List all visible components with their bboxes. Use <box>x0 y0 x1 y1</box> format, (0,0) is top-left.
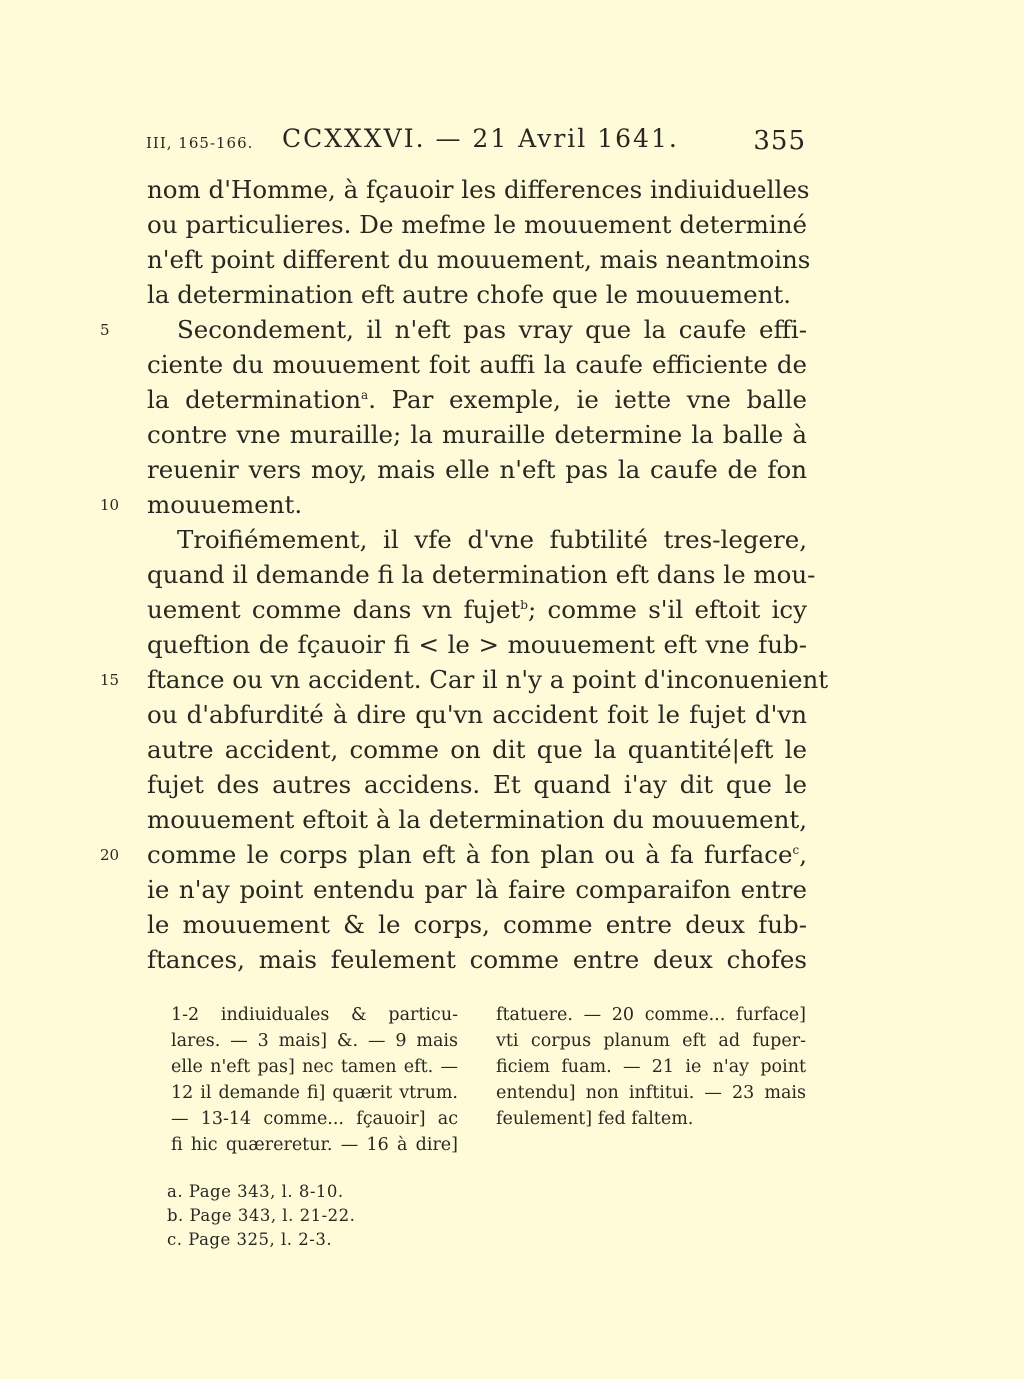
running-head <box>146 124 806 160</box>
variant-line: 1-2 indiuiduales & particu- <box>171 1005 458 1025</box>
text-line <box>147 452 807 487</box>
line-text-tail: . Par exemple, ie iette vne balle <box>368 385 808 414</box>
line-text: contre vne muraille; la muraille determine la balle à <box>147 420 807 449</box>
footnote-marker: b <box>520 597 528 612</box>
footnote: b. Page 343, l. 21-22. <box>167 1206 356 1225</box>
line-number: 5 <box>100 321 110 339</box>
variant-readings <box>171 1002 811 1162</box>
variant-line: feulement] fed faltem. <box>496 1109 694 1129</box>
variant-column-right <box>496 1002 806 1132</box>
line-text: ie n'ay point entendu par là faire comparaifon entre <box>147 875 807 904</box>
line-text: comme le corps plan eft à fon plan ou à fa furface <box>147 840 793 869</box>
text-line <box>147 382 807 417</box>
line-number: 10 <box>100 496 120 514</box>
text-line <box>100 837 807 872</box>
variant-line: vti corpus planum eft ad fuper- <box>496 1031 806 1051</box>
text-line <box>100 487 807 522</box>
variant-line: lares. — 3 mais] &. — 9 mais <box>171 1031 458 1051</box>
line-text: autre accident, comme on dit que la quantité|eft le <box>147 735 807 764</box>
text-line <box>147 347 807 382</box>
line-text: queftion de fçauoir fi < le > mouuement eft vne fub- <box>147 630 807 659</box>
text-line <box>147 907 807 942</box>
line-text: n'eft point different du mouuement, mais neantmoins <box>147 245 811 274</box>
text-line <box>100 662 829 697</box>
text-line <box>100 312 807 347</box>
line-text-tail: , <box>799 840 807 869</box>
text-line <box>147 242 811 277</box>
text-line <box>147 207 807 242</box>
text-line <box>147 277 807 312</box>
text-line <box>147 802 807 837</box>
line-text: mouuement eftoit à la determination du mouuement, <box>147 805 807 834</box>
text-line <box>147 732 807 767</box>
line-text: le mouuement & le corps, comme entre deux fub- <box>147 910 807 939</box>
line-text: ftance ou vn accident. Car il n'y a point d'inconuenient <box>147 665 829 694</box>
variant-line: 12 il demande fi] quærit vtrum. <box>171 1083 458 1103</box>
line-text: la determination eft autre chofe que le mouuement. <box>147 280 792 309</box>
variant-line: ficiem fuam. — 21 ie n'ay point <box>496 1057 806 1077</box>
footnote-marker: c <box>792 842 800 857</box>
line-text: fujet des autres accidens. Et quand i'ay dit que le <box>147 770 807 799</box>
variant-line: fi hic quæreretur. — 16 à dire] <box>171 1135 458 1155</box>
footnote-marker: a <box>361 387 369 402</box>
variant-column-left <box>171 1002 458 1158</box>
line-text: la determination <box>147 385 362 414</box>
line-number: 15 <box>100 671 120 689</box>
text-line <box>147 557 816 592</box>
volume-reference: III, 165-166. <box>146 134 254 152</box>
line-text: ftances, mais feulement comme entre deux chofes <box>147 945 807 974</box>
line-text: uement comme dans vn fujet <box>147 595 521 624</box>
text-line <box>147 522 807 557</box>
variant-line: entendu] non inftitui. — 23 mais <box>496 1083 806 1103</box>
text-line <box>147 697 807 732</box>
text-line <box>147 592 807 627</box>
text-line <box>147 767 807 802</box>
line-text-tail: ; comme s'il eftoit icy <box>527 595 807 624</box>
body-text <box>100 172 829 977</box>
footnote: a. Page 343, l. 8-10. <box>167 1182 344 1201</box>
letter-title: CCXXXVI. — 21 Avril 1641. <box>282 124 679 153</box>
line-text: ciente du mouuement foit auffi la caufe efficiente de <box>147 350 807 379</box>
footnotes <box>167 1180 467 1252</box>
line-number: 20 <box>100 846 120 864</box>
line-text: ou d'abfurdité à dire qu'vn accident foit le fujet d'vn <box>147 700 807 729</box>
line-text: Secondement, il n'eft pas vray que la caufe effi- <box>177 315 807 344</box>
footnote: c. Page 325, l. 2-3. <box>167 1230 333 1249</box>
text-line <box>147 417 807 452</box>
line-text: mouuement. <box>147 490 303 519</box>
line-text: ou particulieres. De mefme le mouuement determiné <box>147 210 807 239</box>
text-line <box>147 627 807 662</box>
page-number: 355 <box>753 126 806 156</box>
variant-line: elle n'eft pas] nec tamen eft. — <box>171 1057 458 1077</box>
variant-line: ftatuere. — 20 comme... furface] <box>496 1005 806 1025</box>
line-text: quand il demande fi la determination eft dans le mou- <box>147 560 816 589</box>
text-line <box>147 872 807 907</box>
line-text: Troifiémement, il vfe d'vne fubtilité tres-legere, <box>177 525 807 554</box>
line-text: reuenir vers moy, mais elle n'eft pas la caufe de fon <box>147 455 807 484</box>
text-line <box>147 172 810 207</box>
variant-line: — 13-14 comme... fçauoir] ac <box>171 1109 458 1129</box>
text-line <box>147 942 807 977</box>
line-text: nom d'Homme, à fçauoir les differences indiuiduelles <box>147 175 810 204</box>
